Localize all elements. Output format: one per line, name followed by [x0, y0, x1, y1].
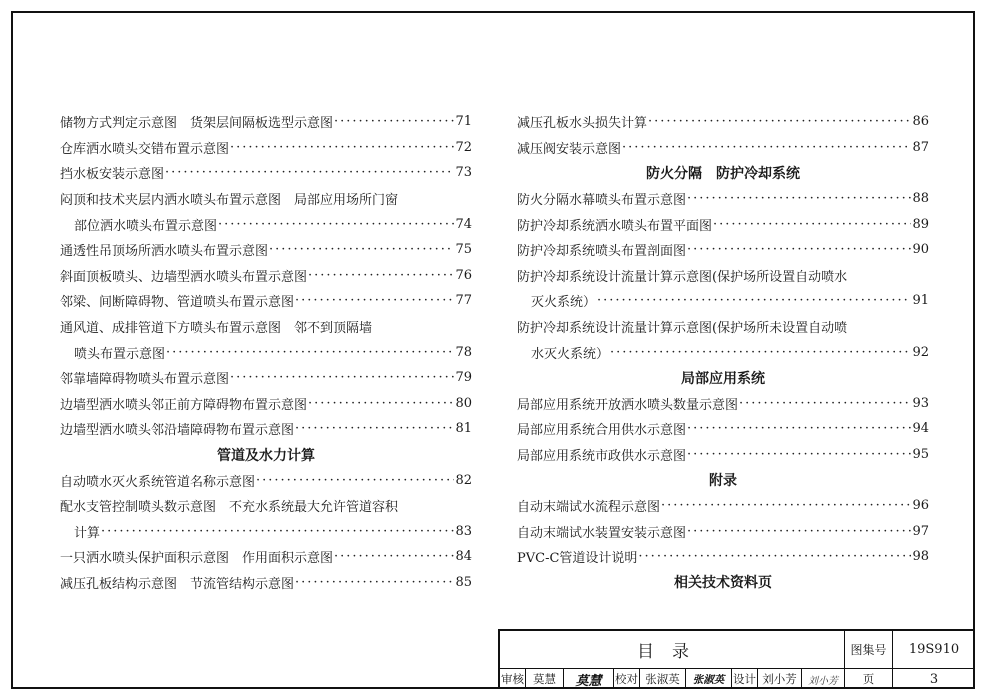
toc-entry: [60, 211, 472, 237]
toc-entry-title: 一只洒水喷头保护面积示意图 作用面积示意图: [60, 551, 334, 567]
toc-entry-page: 96: [912, 498, 929, 514]
toc-leader-dots: [622, 140, 911, 155]
toc-entry-title: 局部应用系统合用供水示意图: [517, 423, 687, 439]
check-label: 校对: [614, 669, 640, 689]
toc-left-column: [60, 109, 472, 595]
toc-entry-title: 防护冷却系统设计流量计算示意图(保护场所未设置自动喷: [517, 321, 848, 337]
toc-entry: [517, 314, 929, 340]
toc-entry-page: 92: [912, 344, 929, 360]
toc-entry: [60, 493, 472, 519]
toc-entry-title: 防护冷却系统喷头布置剖面图: [517, 244, 687, 260]
toc-leader-dots: [648, 114, 911, 129]
toc-entry-page: 85: [455, 574, 472, 590]
toc-entry: [517, 135, 929, 161]
section-heading: 附录: [709, 473, 737, 490]
toc-entry: [60, 544, 472, 570]
toc-leader-dots: [166, 345, 454, 360]
toc-entry: [60, 467, 472, 493]
toc-entry-page: 74: [455, 216, 472, 232]
toc-entry-page: 75: [455, 242, 472, 258]
toc-entry: [60, 237, 472, 263]
toc-leader-dots: [687, 242, 911, 257]
toc-right-column: [517, 109, 929, 595]
toc-entry-page: 73: [455, 165, 472, 181]
toc-entry-page: 95: [912, 447, 929, 463]
toc-leader-dots: [295, 575, 454, 590]
toc-entry-title: 喷头布置示意图: [74, 346, 166, 362]
title-block-title: 目录: [500, 631, 845, 669]
toc-entry-page: 97: [912, 523, 929, 539]
toc-entry: [517, 186, 929, 212]
toc-entry-title: 邻梁、间断障碍物、管道喷头布置示意图: [60, 295, 295, 311]
page-number: 3: [929, 671, 939, 687]
toc-entry: [517, 416, 929, 442]
toc-leader-dots: [610, 345, 911, 360]
toc-leader-dots: [687, 191, 911, 206]
toc-entry-title: 防护冷却系统洒水喷头布置平面图: [517, 218, 713, 234]
toc-entry-title: 自动末端试水流程示意图: [517, 500, 661, 516]
toc-entry-title: 通风道、成排管道下方喷头布置示意图 邻不到顶隔墙: [60, 321, 373, 337]
toc-leader-dots: [687, 524, 911, 539]
toc-entry-title: 减压阀安装示意图: [517, 141, 622, 157]
toc-leader-dots: [295, 421, 454, 436]
toc-leader-dots: [687, 447, 911, 462]
toc-leader-dots: [661, 498, 911, 513]
toc-entry-page: 94: [912, 421, 929, 437]
toc-leader-dots: [334, 114, 454, 129]
toc-leader-dots: [101, 524, 454, 539]
page-label: 页: [845, 669, 893, 689]
section-heading: 相关技术资料页: [674, 575, 772, 592]
toc-leader-dots: [269, 242, 454, 257]
toc-entry-title: 储物方式判定示意图 货架层间隔板选型示意图: [60, 116, 334, 132]
reviewer-signature: 莫慧: [564, 669, 614, 689]
toc-entry: [60, 416, 472, 442]
toc-leader-dots: [230, 140, 454, 155]
toc-entry-title: 部位洒水喷头布置示意图: [74, 218, 218, 234]
toc-entry: [517, 211, 929, 237]
toc-entry-page: 82: [455, 472, 472, 488]
toc-entry: [60, 339, 472, 365]
toc-entry-page: 88: [912, 191, 929, 207]
toc-entry: [517, 263, 929, 289]
toc-entry: [517, 442, 929, 468]
toc-entry: [60, 160, 472, 186]
toc-entry-title: 自动喷水灭火系统管道名称示意图: [60, 474, 256, 490]
toc-entry-title: 闷顶和技术夹层内洒水喷头布置示意图 局部应用场所门窗: [60, 193, 399, 209]
toc-entry: [60, 519, 472, 545]
toc-entry-page: 77: [455, 293, 472, 309]
toc-leader-dots: [218, 217, 454, 232]
toc-entry: [517, 544, 929, 570]
toc-entry: [60, 391, 472, 417]
section-heading: 管道及水力计算: [217, 447, 315, 464]
toc-entry-title: 自动末端试水装置安装示意图: [517, 525, 687, 541]
toc-entry: [60, 263, 472, 289]
toc-leader-dots: [739, 396, 911, 411]
toc-leader-dots: [256, 473, 454, 488]
toc-entry: [60, 288, 472, 314]
toc-entry-title: 仓库洒水喷头交错布置示意图: [60, 141, 230, 157]
toc-entry-title: PVC-C管道设计说明: [517, 551, 638, 567]
toc-leader-dots: [638, 549, 911, 564]
toc-entry-page: 72: [455, 139, 472, 155]
toc-entry: [517, 493, 929, 519]
toc-leader-dots: [308, 396, 454, 411]
toc-entry-title: 水灭火系统）: [531, 346, 610, 362]
toc-entry-title: 斜面顶板喷头、边墙型洒水喷头布置示意图: [60, 269, 308, 285]
design-label: 设计: [732, 669, 758, 689]
toc-entry: [517, 109, 929, 135]
toc-entry: [60, 186, 472, 212]
toc-entry-title: 边墙型洒水喷头邻正前方障碍物布置示意图: [60, 397, 308, 413]
checker-name: 张淑英: [640, 669, 686, 689]
toc-entry-title: 减压孔板结构示意图 节流管结构示意图: [60, 576, 295, 592]
toc-leader-dots: [713, 217, 911, 232]
designer-signature: 刘小芳: [802, 669, 845, 689]
toc-entry: [60, 314, 472, 340]
atlas-number-label: 图集号: [845, 631, 893, 669]
toc-entry-page: 83: [455, 523, 472, 539]
toc-entry: [517, 339, 929, 365]
toc-entry: [60, 109, 472, 135]
toc-entry-page: 93: [912, 395, 929, 411]
toc-entry-title: 局部应用系统开放洒水喷头数量示意图: [517, 397, 739, 413]
toc-entry: [517, 519, 929, 545]
toc-entry-title: 灭火系统）: [531, 295, 597, 311]
toc-entry-title: 计算: [74, 525, 101, 541]
toc-entry-title: 通透性吊顶场所洒水喷头布置示意图: [60, 244, 269, 260]
reviewer-name: 莫慧: [526, 669, 564, 689]
toc-entry-page: 98: [912, 549, 929, 565]
toc-entry-page: 91: [912, 293, 929, 309]
section-heading: 防火分隔 防护冷却系统: [646, 165, 800, 182]
title-block: [498, 629, 975, 689]
toc-leader-dots: [295, 293, 454, 308]
review-label: 审核: [500, 669, 526, 689]
toc-leader-dots: [687, 421, 911, 436]
toc-entry: [517, 288, 929, 314]
checker-signature: 张淑英: [686, 669, 732, 689]
toc-entry-page: 81: [455, 421, 472, 437]
toc-entry-title: 邻靠墙障碍物喷头布置示意图: [60, 372, 230, 388]
toc-entry-title: 边墙型洒水喷头邻沿墙障碍物布置示意图: [60, 423, 295, 439]
toc-entry-page: 76: [455, 267, 472, 283]
toc-entry-page: 90: [912, 242, 929, 258]
toc-entry: [517, 391, 929, 417]
signature-row: [500, 669, 975, 689]
atlas-number: 19S910: [893, 631, 975, 669]
toc-leader-dots: [308, 268, 454, 283]
toc-entry-page: 79: [455, 370, 472, 386]
section-heading: 局部应用系统: [681, 370, 765, 387]
toc-entry-title: 防护冷却系统设计流量计算示意图(保护场所设置自动喷水: [517, 269, 848, 285]
toc-entry-title: 防火分隔水幕喷头布置示意图: [517, 193, 687, 209]
toc-entry: [60, 570, 472, 596]
toc-entry-page: 86: [912, 114, 929, 130]
toc-entry-page: 89: [912, 216, 929, 232]
toc-leader-dots: [597, 293, 911, 308]
toc-leader-dots: [165, 165, 454, 180]
toc-entry-page: 78: [455, 344, 472, 360]
toc-entry-page: 87: [912, 139, 929, 155]
toc-entry-page: 84: [455, 549, 472, 565]
designer-name: 刘小芳: [758, 669, 802, 689]
toc-leader-dots: [230, 370, 454, 385]
toc-entry-title: 局部应用系统市政供水示意图: [517, 449, 687, 465]
toc-entry-title: 配水支管控制喷头数示意图 不充水系统最大允许管道容积: [60, 500, 399, 516]
toc-leader-dots: [334, 549, 454, 564]
toc-entry: [517, 237, 929, 263]
toc-entry: [60, 365, 472, 391]
toc-entry-title: 减压孔板水头损失计算: [517, 116, 648, 132]
toc-entry: [60, 135, 472, 161]
toc-entry-title: 挡水板安装示意图: [60, 167, 165, 183]
toc-entry-page: 80: [455, 395, 472, 411]
toc-entry-page: 71: [455, 114, 472, 130]
